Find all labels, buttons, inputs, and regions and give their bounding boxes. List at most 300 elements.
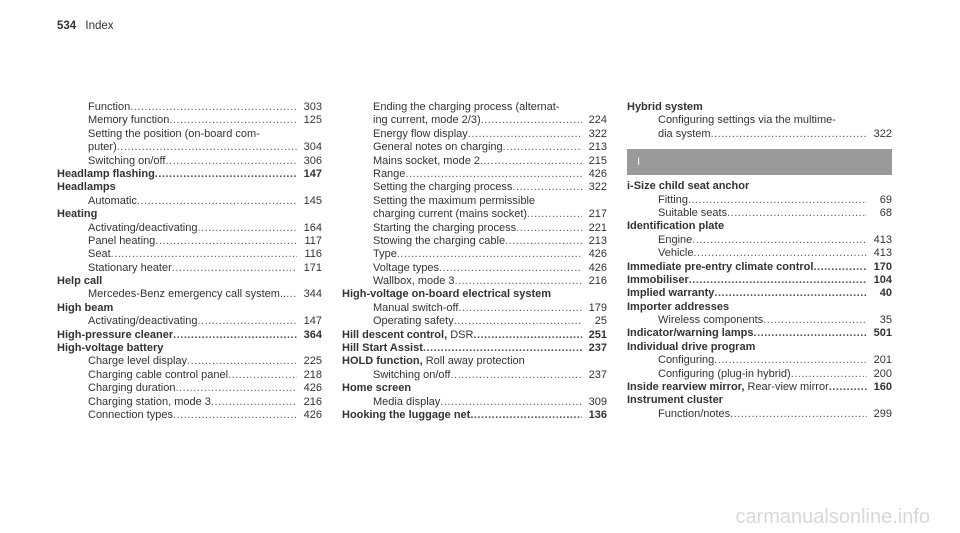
entry-label: Switching on/off bbox=[88, 154, 166, 167]
leader-dots bbox=[688, 194, 867, 207]
page-ref: 117 bbox=[304, 234, 322, 247]
entry-label: Charging cable control panel bbox=[88, 368, 229, 381]
page-ref: 413 bbox=[873, 247, 892, 260]
page-ref: 213 bbox=[588, 234, 607, 247]
index-subentry bbox=[57, 262, 322, 275]
page-ref: 160 bbox=[873, 381, 892, 394]
entry-text bbox=[88, 141, 117, 154]
entry-text bbox=[88, 355, 187, 368]
entry-label: Charging duration bbox=[88, 382, 176, 395]
index-subentry-wrap bbox=[627, 114, 892, 127]
entry-text bbox=[88, 235, 155, 248]
entry-text bbox=[373, 369, 450, 382]
entry-label: Setting the position (on-board com- bbox=[88, 127, 260, 140]
entry-text bbox=[658, 247, 693, 260]
leader-dots bbox=[228, 369, 297, 382]
leader-dots bbox=[512, 181, 582, 194]
index-subentry-wrap bbox=[57, 128, 322, 141]
entry-label: Function bbox=[88, 101, 131, 113]
entry-label: Setting the charging process bbox=[373, 181, 513, 194]
page-title: Index bbox=[85, 20, 114, 32]
leader-dots bbox=[481, 114, 582, 127]
entry-label: Indicator/warning lamps bbox=[627, 327, 754, 340]
index-subentry bbox=[342, 235, 607, 248]
index-subentry bbox=[57, 248, 322, 261]
leader-dots bbox=[829, 381, 867, 394]
leader-dots bbox=[286, 288, 297, 301]
entry-crossref: Roll away protection bbox=[422, 355, 525, 368]
page-ref: 136 bbox=[588, 408, 607, 421]
entry-label: Help call bbox=[57, 275, 103, 288]
index-subentry bbox=[57, 369, 322, 382]
entry-label: Configuring (plug-in hybrid) bbox=[658, 367, 791, 380]
index-subentry-wrap bbox=[342, 195, 607, 208]
page-ref: 224 bbox=[588, 114, 607, 127]
entry-label: Importer addresses bbox=[627, 300, 730, 313]
entry-text bbox=[373, 275, 455, 288]
index-subentry bbox=[627, 247, 892, 260]
entry-text bbox=[658, 354, 714, 367]
leader-dots bbox=[197, 315, 297, 328]
index-subentry bbox=[342, 262, 607, 275]
page-ref: 68 bbox=[879, 206, 892, 219]
entry-text bbox=[373, 315, 454, 328]
entry-label: Immobiliser bbox=[627, 273, 689, 286]
entry-text bbox=[373, 262, 439, 275]
leader-dots bbox=[187, 355, 297, 368]
index-subentry bbox=[57, 222, 322, 235]
index-entry bbox=[57, 168, 322, 181]
entry-text bbox=[57, 329, 173, 342]
leader-dots bbox=[211, 396, 297, 409]
page-ref: 309 bbox=[588, 395, 607, 408]
entry-label: Activating/deactivating bbox=[88, 221, 198, 234]
entry-text bbox=[627, 327, 754, 340]
page-ref: 218 bbox=[303, 368, 322, 381]
page-ref: 426 bbox=[303, 382, 322, 395]
entry-label: Individual drive program bbox=[627, 340, 756, 353]
entry-text bbox=[373, 248, 397, 261]
entry-text bbox=[658, 194, 688, 207]
index-subentry bbox=[627, 368, 892, 381]
leader-dots bbox=[813, 261, 867, 274]
index-subentry bbox=[627, 194, 892, 207]
page-ref: 147 bbox=[303, 315, 322, 328]
index-subentry bbox=[57, 141, 322, 154]
page-ref: 147 bbox=[303, 167, 322, 180]
index-heading bbox=[627, 220, 892, 233]
index-subentry bbox=[342, 222, 607, 235]
entry-text bbox=[373, 181, 512, 194]
entry-label: High beam bbox=[57, 301, 114, 314]
leader-dots bbox=[111, 248, 297, 261]
index-entry bbox=[342, 342, 607, 355]
page-ref: 35 bbox=[879, 314, 892, 327]
entry-label: Panel heating bbox=[88, 234, 156, 247]
index-subentry bbox=[57, 114, 322, 127]
page-ref: 225 bbox=[303, 355, 322, 368]
index-heading bbox=[627, 394, 892, 407]
index-entry bbox=[342, 329, 607, 342]
entry-text bbox=[88, 382, 175, 395]
index-heading bbox=[627, 101, 892, 114]
entry-label: Automatic bbox=[88, 194, 137, 207]
page-ref: 426 bbox=[588, 167, 607, 180]
index-subentry bbox=[627, 314, 892, 327]
entry-label: Seat bbox=[88, 248, 111, 261]
index-heading bbox=[627, 301, 892, 314]
entry-label: Ending the charging process (alternat- bbox=[373, 101, 560, 113]
index-entry bbox=[627, 274, 892, 287]
index-heading bbox=[342, 355, 607, 368]
index-column-1 bbox=[57, 101, 322, 422]
entry-text bbox=[342, 342, 423, 355]
index-column-2 bbox=[342, 101, 607, 422]
page-ref: 40 bbox=[879, 287, 892, 300]
entry-label: dia system bbox=[658, 127, 711, 140]
leader-dots bbox=[169, 114, 297, 127]
entry-label: Vehicle bbox=[658, 247, 694, 260]
page-ref: 221 bbox=[588, 221, 607, 234]
entry-label: puter) bbox=[88, 141, 117, 154]
leader-dots bbox=[473, 329, 582, 342]
index-subentry bbox=[342, 248, 607, 261]
index-subentry bbox=[57, 195, 322, 208]
entry-label: Voltage types bbox=[373, 261, 440, 274]
entry-label: Range bbox=[373, 167, 406, 180]
index-subentry bbox=[57, 235, 322, 248]
index-subentry bbox=[57, 288, 322, 301]
index-subentry bbox=[627, 207, 892, 220]
entry-text bbox=[88, 288, 286, 301]
entry-label: Headlamps bbox=[57, 181, 116, 194]
entry-text bbox=[57, 168, 155, 181]
entry-label: Switching on/off bbox=[373, 368, 451, 381]
index-subentry bbox=[342, 208, 607, 221]
leader-dots bbox=[117, 141, 297, 154]
entry-text bbox=[658, 408, 730, 421]
page-ref: 25 bbox=[594, 315, 607, 328]
entry-text bbox=[342, 409, 470, 422]
leader-dots bbox=[155, 235, 297, 248]
entry-label: Home screen bbox=[342, 382, 412, 395]
entry-text bbox=[627, 381, 829, 394]
index-heading bbox=[57, 302, 322, 315]
entry-text bbox=[373, 155, 480, 168]
page-ref: 201 bbox=[873, 354, 892, 367]
index-heading bbox=[342, 382, 607, 395]
leader-dots bbox=[175, 382, 297, 395]
leader-dots bbox=[173, 329, 297, 342]
entry-crossref: Rear-view mirror bbox=[744, 381, 829, 394]
entry-text bbox=[373, 128, 468, 141]
leader-dots bbox=[423, 342, 582, 355]
page-ref: 306 bbox=[303, 154, 322, 167]
entry-label: Wireless components bbox=[658, 314, 764, 327]
leader-dots bbox=[405, 168, 582, 181]
entry-label: charging current (mains socket) bbox=[373, 208, 528, 221]
index-column-3 bbox=[627, 101, 892, 421]
entry-label: General notes on charging bbox=[373, 141, 503, 154]
entry-text bbox=[373, 168, 405, 181]
page-ref: 426 bbox=[588, 248, 607, 261]
index-subentry bbox=[627, 354, 892, 367]
entry-label: Inside rearview mirror, bbox=[627, 381, 745, 394]
index-subentry bbox=[342, 181, 607, 194]
page-ref: 116 bbox=[304, 248, 322, 261]
page-ref: 213 bbox=[588, 141, 607, 154]
entry-label: Mercedes-Benz emergency call system.. bbox=[88, 288, 287, 301]
leader-dots bbox=[454, 315, 582, 328]
page-ref: 237 bbox=[588, 342, 607, 355]
entry-label: Instrument cluster bbox=[627, 394, 723, 407]
index-subentry bbox=[342, 114, 607, 127]
entry-label: Fitting bbox=[658, 193, 688, 206]
entry-label: Function/notes bbox=[658, 407, 731, 420]
index-subentry bbox=[627, 128, 892, 141]
entry-label: Charging station, mode 3 bbox=[88, 395, 211, 408]
page-ref: 69 bbox=[879, 193, 892, 206]
page-ref: 104 bbox=[873, 273, 892, 286]
index-subentry bbox=[342, 128, 607, 141]
entry-text bbox=[88, 262, 172, 275]
leader-dots bbox=[791, 368, 867, 381]
index-subentry bbox=[342, 369, 607, 382]
index-heading bbox=[57, 181, 322, 194]
index-subentry bbox=[57, 355, 322, 368]
entry-text bbox=[88, 369, 228, 382]
entry-text bbox=[373, 114, 481, 127]
leader-dots bbox=[693, 247, 867, 260]
entry-label: Type bbox=[373, 248, 397, 261]
index-subentry bbox=[342, 396, 607, 409]
entry-label: Heating bbox=[57, 208, 98, 221]
leader-dots bbox=[763, 314, 867, 327]
entry-label: Configuring settings via the multime- bbox=[658, 114, 836, 127]
page-ref: 164 bbox=[303, 221, 322, 234]
leader-dots bbox=[754, 327, 867, 340]
leader-dots bbox=[468, 128, 582, 141]
index-subentry bbox=[57, 155, 322, 168]
page-ref: 179 bbox=[588, 301, 607, 314]
entry-label: Activating/deactivating bbox=[88, 315, 198, 328]
leader-dots bbox=[439, 262, 582, 275]
index-entry bbox=[627, 287, 892, 300]
entry-label: Connection types bbox=[88, 408, 173, 421]
entry-label: Hill Start Assist bbox=[342, 342, 423, 355]
page-ref: 413 bbox=[873, 233, 892, 246]
index-entry bbox=[627, 261, 892, 274]
leader-dots bbox=[155, 168, 297, 181]
entry-text bbox=[88, 315, 197, 328]
page-ref: 170 bbox=[873, 260, 892, 273]
index-subentry bbox=[342, 315, 607, 328]
entry-label: Hill descent control, bbox=[342, 328, 448, 341]
leader-dots bbox=[197, 222, 297, 235]
entry-label: Implied warranty bbox=[627, 287, 715, 300]
leader-dots bbox=[172, 262, 297, 275]
leader-dots bbox=[480, 155, 582, 168]
index-subentry bbox=[342, 141, 607, 154]
entry-label: Hybrid system bbox=[627, 101, 703, 113]
page-ref: 216 bbox=[588, 275, 607, 288]
entry-label: Engine bbox=[658, 233, 693, 246]
entry-text bbox=[373, 396, 440, 409]
entry-label: Configuring bbox=[658, 354, 715, 367]
page-ref: 251 bbox=[588, 328, 607, 341]
entry-text bbox=[627, 274, 689, 287]
entry-label: Wallbox, mode 3 bbox=[373, 275, 455, 288]
entry-text bbox=[373, 235, 505, 248]
index-subentry-wrap bbox=[342, 101, 607, 114]
index-subentry bbox=[57, 396, 322, 409]
entry-label: High-voltage battery bbox=[57, 342, 164, 355]
page-ref: 344 bbox=[303, 288, 322, 301]
entry-text bbox=[627, 261, 813, 274]
leader-dots bbox=[440, 396, 582, 409]
leader-dots bbox=[714, 287, 867, 300]
entry-text bbox=[88, 155, 165, 168]
page-ref: 299 bbox=[873, 407, 892, 420]
page-ref: 322 bbox=[588, 181, 607, 194]
leader-dots bbox=[130, 101, 297, 114]
page-ref: 171 bbox=[303, 261, 322, 274]
entry-text bbox=[373, 302, 458, 315]
leader-dots bbox=[165, 155, 297, 168]
index-subentry bbox=[57, 101, 322, 114]
entry-label: Identification plate bbox=[627, 220, 725, 233]
index-column-3-body bbox=[627, 180, 892, 421]
entry-text bbox=[88, 396, 211, 409]
index-subentry bbox=[342, 275, 607, 288]
leader-dots bbox=[458, 302, 582, 315]
index-entry bbox=[57, 329, 322, 342]
index-column-3-top bbox=[627, 101, 892, 141]
page-ref: 322 bbox=[588, 127, 607, 140]
entry-label: Charge level display bbox=[88, 355, 188, 368]
index-subentry bbox=[342, 168, 607, 181]
index-entry bbox=[627, 381, 892, 394]
leader-dots bbox=[450, 369, 582, 382]
entry-label: High-pressure cleaner bbox=[57, 328, 174, 341]
entry-label: Stationary heater bbox=[88, 261, 172, 274]
index-heading bbox=[627, 341, 892, 354]
leader-dots bbox=[503, 141, 582, 154]
index-entry bbox=[342, 409, 607, 422]
leader-dots bbox=[714, 354, 867, 367]
entry-text bbox=[658, 368, 791, 381]
page-header bbox=[57, 20, 114, 32]
page-ref: 501 bbox=[873, 327, 892, 340]
entry-label: Hooking the luggage net bbox=[342, 408, 471, 421]
leader-dots bbox=[470, 409, 582, 422]
index-subentry bbox=[342, 302, 607, 315]
page-ref: 215 bbox=[588, 154, 607, 167]
entry-label: HOLD function, bbox=[342, 355, 423, 368]
leader-dots bbox=[727, 207, 867, 220]
page-ref: 125 bbox=[303, 114, 322, 127]
entry-text bbox=[88, 248, 111, 261]
entry-text bbox=[658, 314, 763, 327]
entry-text bbox=[88, 114, 169, 127]
entry-text bbox=[88, 195, 137, 208]
page-ref: 364 bbox=[303, 328, 322, 341]
entry-label: Media display bbox=[373, 395, 441, 408]
entry-text bbox=[658, 128, 711, 141]
page-ref: 322 bbox=[873, 127, 892, 140]
entry-text bbox=[342, 329, 473, 342]
index-subentry bbox=[57, 409, 322, 422]
entry-crossref: DSR bbox=[447, 328, 474, 341]
entry-label: Setting the maximum permissible bbox=[373, 194, 536, 207]
leader-dots bbox=[173, 409, 297, 422]
watermark: carmanualsonline.info bbox=[735, 506, 930, 528]
page-ref: 304 bbox=[303, 141, 322, 154]
entry-label: Manual switch-off bbox=[373, 301, 459, 314]
index-entry bbox=[627, 327, 892, 340]
page-ref: 303 bbox=[303, 101, 322, 113]
entry-text bbox=[88, 101, 130, 114]
entry-text bbox=[658, 207, 727, 220]
leader-dots bbox=[137, 195, 297, 208]
entry-label: Energy flow display bbox=[373, 127, 468, 140]
entry-label: Memory function bbox=[88, 114, 170, 127]
entry-label: Mains socket, mode 2 bbox=[373, 154, 480, 167]
leader-dots bbox=[689, 274, 867, 287]
page-ref: 237 bbox=[588, 368, 607, 381]
leader-dots bbox=[455, 275, 582, 288]
page-ref: 217 bbox=[588, 208, 607, 221]
page-number: 534 bbox=[57, 20, 77, 32]
index-subentry bbox=[57, 382, 322, 395]
page-ref: 426 bbox=[588, 261, 607, 274]
index-subentry bbox=[342, 155, 607, 168]
page-ref: 426 bbox=[303, 408, 322, 421]
entry-label: i-Size child seat anchor bbox=[627, 180, 750, 193]
entry-text bbox=[373, 208, 527, 221]
leader-dots bbox=[711, 128, 867, 141]
entry-label: High-voltage on-board electrical system bbox=[342, 288, 552, 301]
index-subentry bbox=[627, 408, 892, 421]
index-heading bbox=[57, 342, 322, 355]
entry-label: Suitable seats bbox=[658, 206, 728, 219]
index-subentry bbox=[627, 234, 892, 247]
entry-label: Stowing the charging cable bbox=[373, 234, 506, 247]
index-subentry bbox=[57, 315, 322, 328]
index-heading bbox=[57, 208, 322, 221]
leader-dots bbox=[730, 408, 867, 421]
index-heading bbox=[342, 288, 607, 301]
entry-label: ing current, mode 2/3) bbox=[373, 114, 481, 127]
page-ref: 216 bbox=[303, 395, 322, 408]
leader-dots bbox=[516, 222, 582, 235]
entry-label: Immediate pre-entry climate control bbox=[627, 260, 814, 273]
index-heading bbox=[57, 275, 322, 288]
entry-text bbox=[373, 222, 516, 235]
page-ref: 200 bbox=[873, 367, 892, 380]
entry-label: Headlamp flashing bbox=[57, 167, 155, 180]
entry-label: Operating safety bbox=[373, 315, 454, 328]
leader-dots bbox=[527, 208, 582, 221]
leader-dots bbox=[505, 235, 582, 248]
entry-text bbox=[627, 287, 714, 300]
leader-dots bbox=[692, 234, 867, 247]
page-ref: 145 bbox=[303, 194, 322, 207]
letter-section-header: I bbox=[627, 149, 892, 175]
entry-label: Starting the charging process bbox=[373, 221, 517, 234]
entry-text bbox=[658, 234, 692, 247]
entry-text bbox=[373, 141, 503, 154]
